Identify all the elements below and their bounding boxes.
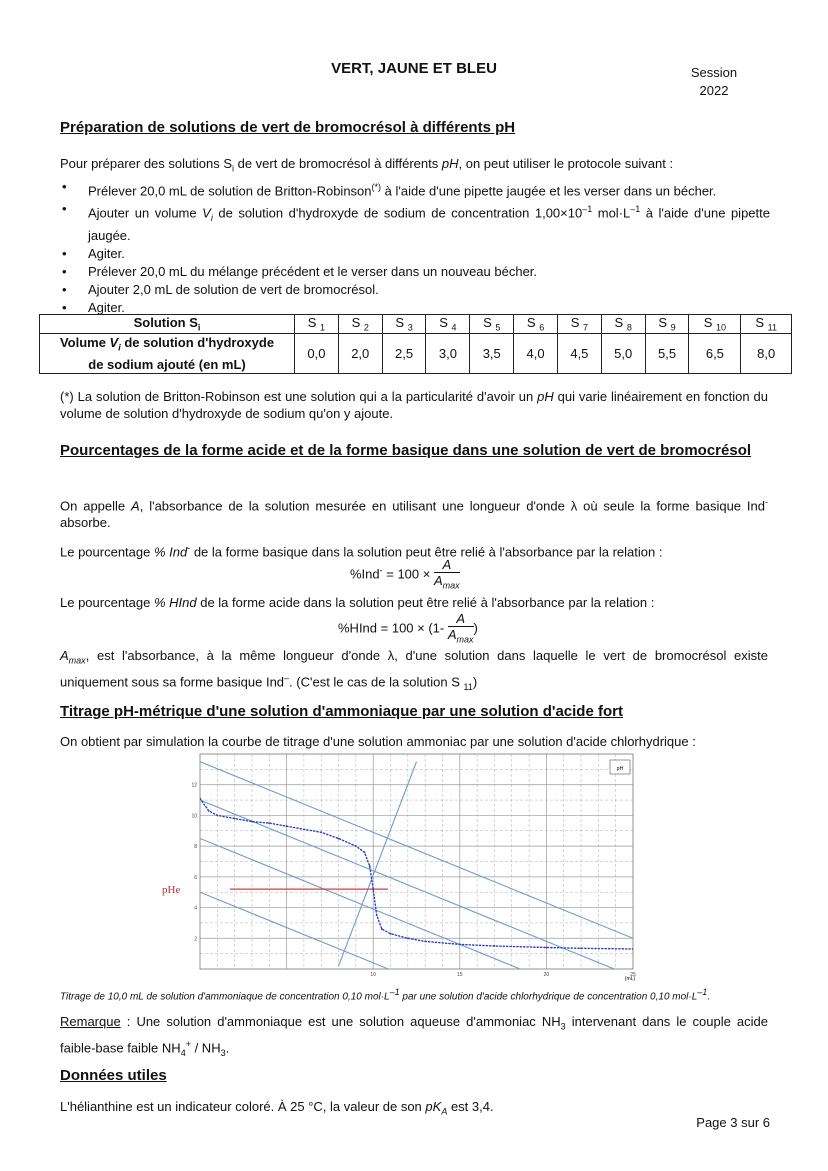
curve-point	[424, 940, 426, 942]
solution-label: Solution S	[133, 315, 198, 330]
protocol-step-5: • Ajouter 2,0 mL de solution de vert de bromocrésol.	[60, 281, 770, 299]
table-cell-s8: S $_8$	[601, 315, 645, 334]
step2-text-d: à l'aide d'une pipette jaugée.	[88, 205, 770, 244]
curve-point	[234, 818, 236, 820]
curve-point	[376, 914, 378, 916]
solutions-table	[39, 314, 792, 374]
step1-sup: (*)	[371, 182, 382, 192]
britton-robinson-note: (*) La solution de Britton-Robinson est une solution qui a la particularité d'avoir un pH qui varie linéairement en fonction du volume de solution d'hydroxyde de sodium qu'on y ajoute.	[60, 389, 768, 421]
step2-vi: i	[210, 213, 213, 224]
curve-point	[268, 822, 270, 824]
page-number: Page 3 sur 6	[696, 1115, 770, 1130]
curve-point	[199, 798, 201, 800]
curve-point	[251, 821, 253, 823]
helianthine-data: L'hélianthine est un indicateur coloré. À 25 °C, la valeur de son $pK_A$ est 3,4.	[60, 1099, 494, 1117]
formula-acid-percent: %HInd = 100 × (1- $\frac{A}{A_{max}}$ )	[338, 611, 478, 645]
y-tick-label: 6	[194, 874, 197, 881]
curve-point	[546, 947, 548, 949]
curve-point	[286, 825, 288, 827]
chart-legend	[610, 760, 630, 774]
acid-form-relation-text: Le pourcentage % HInd de la forme acide dans la solution peut être relié à l'absorbance par la relation :	[60, 595, 655, 610]
curve-point	[390, 933, 392, 935]
curve-point	[459, 944, 461, 946]
table-cell-v8: 5,0	[601, 333, 645, 374]
table-cell-s7: S $_7$	[557, 315, 601, 334]
formula-basic-percent: %Ind- = 100 × $\frac{A}{A_{max}}$	[350, 557, 460, 591]
amax-definition: $A_{max}$, est l'absorbance, à la même longueur d'onde λ, d'une solution dans laquelle le vert de bromocrésol existe uniquement sous sa forme basique Ind–. (C'est le cas de la solution S $_{11}$)	[60, 648, 768, 692]
table-cell-v1: 0,0	[295, 333, 339, 374]
table-cell-s9: S $_9$	[645, 315, 689, 334]
table-cell-v4: 3,0	[426, 333, 470, 374]
protocol-step-3: • Agiter.	[60, 245, 770, 263]
table-row-volumes	[40, 333, 792, 374]
x-tick-label: 25	[630, 972, 636, 978]
tangent-line	[200, 800, 633, 977]
curve-point	[216, 815, 218, 817]
y-tick-label: 4	[194, 905, 197, 912]
step2-text-b: de solution d'hydroxyde de sodium de concentration 1,00×10	[212, 205, 583, 221]
chart-grid	[200, 754, 633, 969]
step1-text-a: Prélever 20,0 mL de solution de Britton-Robinson	[88, 183, 372, 199]
table-row-solutions	[40, 315, 792, 334]
legend-entry: pH	[616, 766, 624, 772]
intro-text-a: Pour préparer des solutions S	[60, 156, 232, 171]
table-cell-s5: S $_5$	[470, 315, 514, 334]
section-heading-pourcentages: Pourcentages de la forme acide et de la forme basique dans une solution de vert de bromocrésol	[60, 442, 752, 459]
table-cell-v6: 4,0	[514, 333, 558, 374]
axis-ticks	[191, 783, 636, 978]
table-cell-v3: 2,5	[382, 333, 426, 374]
document-title: VERT, JAUNE ET BLEU	[331, 60, 497, 77]
intro-text-c: , on peut utiliser le protocole suivant :	[458, 156, 674, 171]
solution-label-sub: i	[197, 322, 201, 333]
protocol-step-4: • Prélever 20,0 mL du mélange précédent et le verser dans un nouveau bécher.	[60, 263, 770, 281]
curve-point	[208, 810, 210, 812]
table-cell-s3: S $_3$	[382, 315, 426, 334]
curve-point	[320, 831, 322, 833]
tangent-line	[200, 762, 633, 939]
table-cell-v11: 8,0	[741, 333, 792, 374]
curve-point	[372, 888, 374, 890]
section-heading-titrage: Titrage pH-métrique d'une solution d'ammoniaque par une solution d'acide fort	[60, 703, 623, 720]
curve-point	[369, 865, 371, 867]
table-cell-s1: S $_1$	[295, 315, 339, 334]
titrage-intro: On obtient par simulation la courbe de titrage d'une solution ammoniac par une solution d'acide chlorhydrique :	[60, 734, 696, 749]
absorbance-definition: On appelle A, l'absorbance de la solution mesurée en utilisant une longueur d'onde λ où seule la forme basique Ind- absorbe.	[60, 497, 768, 531]
y-tick-label: 10	[191, 813, 197, 820]
phe-label: pHe	[162, 884, 181, 897]
protocol-step-2	[60, 200, 770, 245]
curve-point	[364, 851, 366, 853]
y-tick-label: 2	[194, 936, 197, 943]
step2-exp: –1	[582, 204, 593, 215]
table-cell-s10: S $_{10}$	[689, 315, 741, 334]
curve-point	[338, 838, 340, 840]
curve-point	[407, 937, 409, 939]
session-year: 2022	[699, 83, 729, 98]
table-cell-s11: S $_{11}$	[741, 315, 792, 334]
table-cell-v5: 3,5	[470, 333, 514, 374]
session-text: Session	[690, 65, 738, 80]
protocol-step-1	[60, 178, 770, 200]
intro-sub: i	[231, 163, 234, 174]
step2-exp2: –1	[630, 204, 641, 215]
table-cell-s2: S $_2$	[338, 315, 382, 334]
table-cell-s4: S $_4$	[426, 315, 470, 334]
curve-point	[355, 845, 357, 847]
table-cell-v10: 6,5	[689, 333, 741, 374]
step2-text-a: Ajouter un volume	[88, 205, 203, 221]
y-tick-label: 12	[191, 782, 197, 789]
curve-point	[303, 828, 305, 830]
curve-point	[494, 945, 496, 947]
step2-text-c: mol·L	[592, 205, 631, 221]
intro-text-b: de vert de bromocrésol à différents	[233, 156, 442, 171]
basic-form-relation-text: Le pourcentage % Ind- de la forme basique dans la solution peut être relié à l'absorbance par la relation :	[60, 543, 663, 560]
tangent-lines	[200, 762, 633, 984]
curve-point	[381, 928, 383, 930]
y-tick-label: 8	[194, 844, 197, 851]
x-tick-label: 20	[543, 972, 550, 978]
table-header-solution	[40, 315, 295, 334]
remark-paragraph: Remarque : Une solution d'ammoniaque est une solution aqueuse d'ammoniac $NH_3$ intervenant dans le couple acide faible-base faible $NH_4^+ / NH_3$.	[60, 1014, 769, 1058]
session-label	[684, 64, 744, 100]
table-cell-s6: S $_6$	[514, 315, 558, 334]
x-axis-label: (mL)	[624, 976, 636, 982]
x-tick-label: 10	[370, 972, 376, 978]
chart-caption: Titrage de 10,0 mL de solution d'ammoniaque de concentration 0,10 $mol\cdot L^{-1}$ par une solution d'acide chlorhydrique de concentration 0,10 $mol\cdot L^{-1}$.	[60, 987, 711, 1003]
tangent-line	[339, 762, 417, 966]
step1-text-b: à l'aide d'une pipette jaugée et les verser dans un bécher.	[381, 183, 717, 199]
titration-chart	[150, 748, 650, 984]
table-cell-v9: 5,5	[645, 333, 689, 374]
section1-intro	[60, 155, 768, 178]
step2-v: V	[202, 205, 211, 221]
section-heading-preparation: Préparation de solutions de vert de bromocrésol à différents pH	[60, 119, 516, 136]
table-cell-v2: 2,0	[338, 333, 382, 374]
table-cell-v7: 4,5	[557, 333, 601, 374]
x-tick-label: 15	[457, 972, 463, 978]
section-heading-donnees: Données utiles	[60, 1067, 167, 1084]
intro-ph: pH	[441, 156, 459, 171]
table-header-volume: Volume $V_i$ de solution d'hydroxyde de sodium ajouté (en mL)	[40, 333, 295, 374]
protocol-list	[60, 178, 770, 317]
curve-point	[632, 948, 634, 950]
protocol-step-6: • Agiter.	[60, 299, 770, 317]
curve-point	[580, 947, 582, 949]
